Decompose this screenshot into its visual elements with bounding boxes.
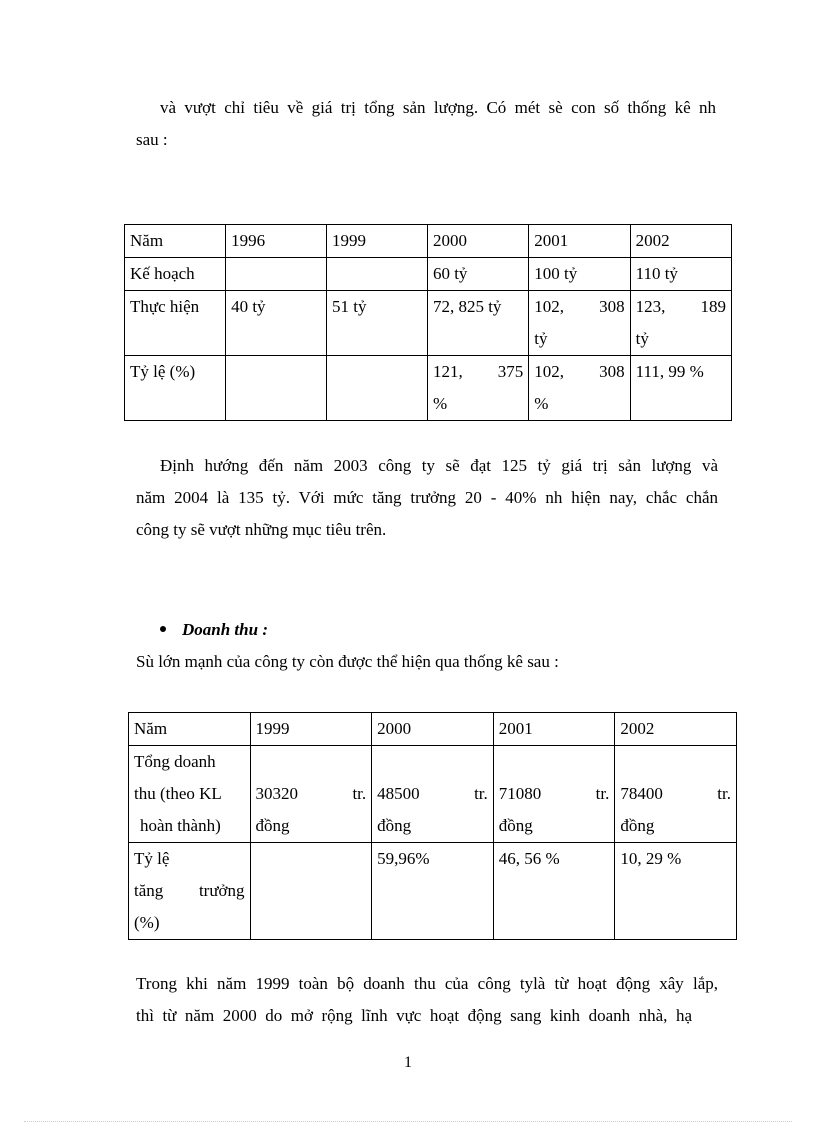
table-cell [129, 746, 251, 843]
table-cell: 110 tỷ [630, 258, 731, 291]
table-cell [615, 746, 737, 843]
cell-part: tr. [595, 784, 610, 803]
table-header-row [125, 225, 732, 258]
cell-part: 121, [432, 362, 463, 381]
cell-part: đồng [498, 816, 533, 835]
table-cell: 1999 [327, 225, 428, 258]
bullet-label: Doanh thu : [182, 620, 268, 639]
para2-line-3: công ty sẽ vượt những mục tiêu trên. [136, 520, 387, 539]
cell-part: 123, [635, 297, 666, 316]
cell-part: tăng trưởng [134, 881, 245, 900]
table-cell [630, 291, 731, 356]
table-cell [226, 258, 327, 291]
table-cell: 51 tỷ [327, 291, 428, 356]
table-cell [372, 746, 494, 843]
table-cell: 1999 [250, 713, 372, 746]
table-cell: 1996 [226, 225, 327, 258]
table-cell [250, 843, 372, 940]
revenue-table [128, 712, 737, 940]
intro-line-2: sau : [136, 130, 168, 149]
para2-line-1: Định hướng đến năm 2003 công ty sẽ đạt 125 tỷ giá trị sản lượng và [160, 456, 718, 475]
table-cell: 2000 [427, 225, 528, 258]
intro-line-1: và vượt chỉ tiêu về giá trị tổng sản lượng. Có mét sè con số thống kê nh [160, 98, 716, 117]
cell-part: 30320 [255, 784, 299, 803]
table-cell: 100 tỷ [529, 258, 630, 291]
cell-part: tr. [717, 784, 731, 803]
table-cell: 2000 [372, 713, 494, 746]
table-cell: Năm [129, 713, 251, 746]
table-cell: 10, 29 % [615, 843, 737, 940]
cell-part: 375 [497, 362, 524, 381]
cell-part: 308 [599, 362, 625, 381]
table-cell: Năm [125, 225, 226, 258]
cell-part: tr. [352, 784, 367, 803]
cell-part: 308 [599, 297, 625, 316]
table-cell: 40 tỷ [226, 291, 327, 356]
page-number: 1 [404, 1054, 412, 1071]
table-cell: 2002 [630, 225, 731, 258]
table-cell [327, 356, 428, 421]
table-cell: Tỷ lệ (%) [125, 356, 226, 421]
page-border [24, 1121, 792, 1122]
cell-part: đồng [620, 816, 655, 835]
table-cell: Kế hoạch [125, 258, 226, 291]
cell-part: (%) [134, 913, 160, 932]
cell-part: đồng [255, 816, 290, 835]
cell-part: 102, [534, 362, 565, 381]
cell-part [134, 746, 245, 778]
cell-part: 189 [700, 297, 726, 316]
table-header-row [129, 713, 737, 746]
table-row [125, 258, 732, 291]
table-cell [529, 356, 630, 421]
cell-part: % [534, 394, 549, 413]
table-row [125, 291, 732, 356]
cell-part: tr. [474, 784, 488, 803]
table-cell: 72, 825 tỷ [427, 291, 528, 356]
table-cell: 2001 [493, 713, 615, 746]
cell-part: Tỷ lệ [134, 849, 170, 868]
cell-word: Tổng doanh [134, 752, 216, 771]
cell-part: tỷ [635, 329, 649, 348]
cell-part: 48500 [377, 784, 420, 803]
table-cell [226, 356, 327, 421]
table-row [129, 746, 737, 843]
table-cell [529, 291, 630, 356]
table-row [129, 843, 737, 940]
cell-part: 102, [534, 297, 565, 316]
cell-part: đồng [377, 816, 412, 835]
table-cell: 46, 56 % [493, 843, 615, 940]
cell-part: 71080 [498, 784, 542, 803]
production-table [124, 224, 732, 421]
table-cell [427, 356, 528, 421]
table-cell: 2001 [529, 225, 630, 258]
bullet-doanh-thu [160, 614, 268, 646]
table-cell: 111, 99 % [630, 356, 731, 421]
para3-line-1: Sù lớn mạnh của công ty còn được thể hiện qua thống kê sau : [136, 652, 559, 671]
table-cell: 2002 [615, 713, 737, 746]
cell-part: % [432, 394, 448, 413]
para2-line-2: năm 2004 là 135 tỷ. Với mức tăng trưởng 20 - 40% nh hiện nay, chắc chắn [136, 488, 718, 507]
table-cell [327, 258, 428, 291]
table-cell [129, 843, 251, 940]
cell-part: tỷ [534, 329, 548, 348]
table-cell [493, 746, 615, 843]
table-cell: 59,96% [372, 843, 494, 940]
para4-line-2: thì từ năm 2000 do mở rộng lĩnh vực hoạt động sang kinh doanh nhà, hạ [136, 1006, 692, 1025]
table-cell [250, 746, 372, 843]
table-cell: Thực hiện [125, 291, 226, 356]
cell-part: 78400 [620, 784, 663, 803]
cell-part: hoàn thành) [140, 816, 221, 835]
cell-part: thu (theo KL [134, 784, 222, 803]
table-cell: 60 tỷ [427, 258, 528, 291]
table-row [125, 356, 732, 421]
bullet-icon [160, 626, 166, 632]
para4-line-1: Trong khi năm 1999 toàn bộ doanh thu của công tylà từ hoạt động xây lắp, [136, 974, 718, 993]
